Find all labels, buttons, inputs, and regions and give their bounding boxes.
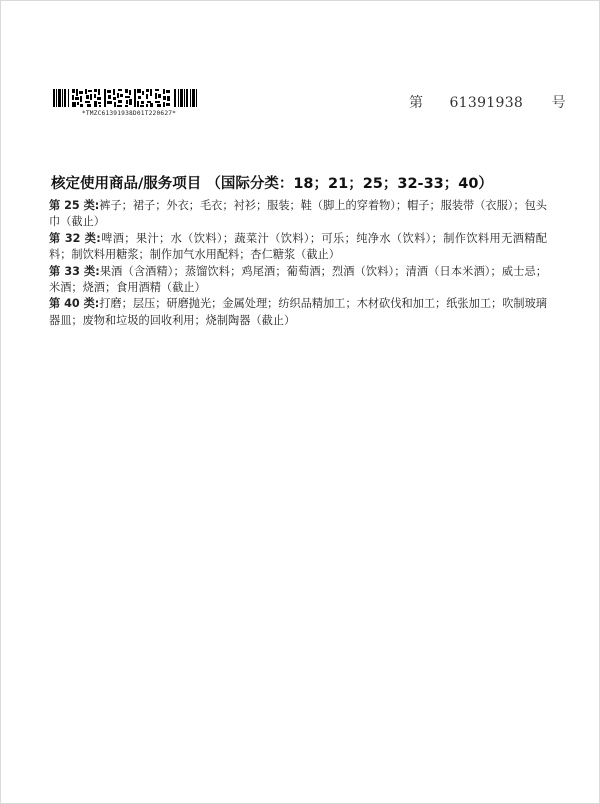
class-label: 第 32 类: — [49, 231, 101, 245]
barcode-caption: *TMZC61391938D01T220627* — [81, 110, 177, 117]
registration-suffix: 号 — [551, 95, 566, 111]
class-goods: 果酒（含酒精）；蒸馏饮料；鸡尾酒；葡萄酒；烈酒（饮料）；清酒（日本米酒）；威士忌；米酒；烧酒；食用酒精（截止） — [49, 264, 547, 295]
registration-number-value: 61391938 — [449, 95, 524, 111]
class-goods: 打磨；层压；研磨抛光；金属处理；纺织品精加工；木材砍伐和加工；纸张加工；吹制玻璃器皿；废物和垃圾的回收利用；烧制陶器（截止） — [49, 297, 547, 327]
class-goods: 裤子；裙子；外衣；毛衣；衬衫；服装；鞋（脚上的穿着物）；帽子；服装带（衣服）；包头巾（截止） — [49, 199, 547, 229]
registration-prefix: 第 — [409, 95, 423, 111]
class-goods: 啤酒；果汁；水（饮料）；蔬菜汁（饮料）；可乐；纯净水（饮料）；制作饮料用无酒精配料；制饮料用糖浆；制作加气水用配料；杏仁糖浆（截止） — [49, 231, 547, 262]
class-item — [49, 231, 547, 264]
class-item — [49, 264, 547, 297]
barcode-block — [51, 87, 207, 117]
class-item — [49, 296, 547, 329]
registration-number — [409, 92, 566, 112]
barcode-image — [51, 87, 201, 109]
class-label: 第 25 类: — [49, 199, 100, 212]
goods-services-list — [49, 198, 547, 329]
class-item — [49, 198, 547, 231]
class-label: 第 33 类: — [49, 264, 100, 278]
document-title: 核定使用商品/服务项目 （国际分类：18；21；25；32-33；40） — [51, 176, 493, 192]
class-label: 第 40 类: — [49, 297, 100, 311]
